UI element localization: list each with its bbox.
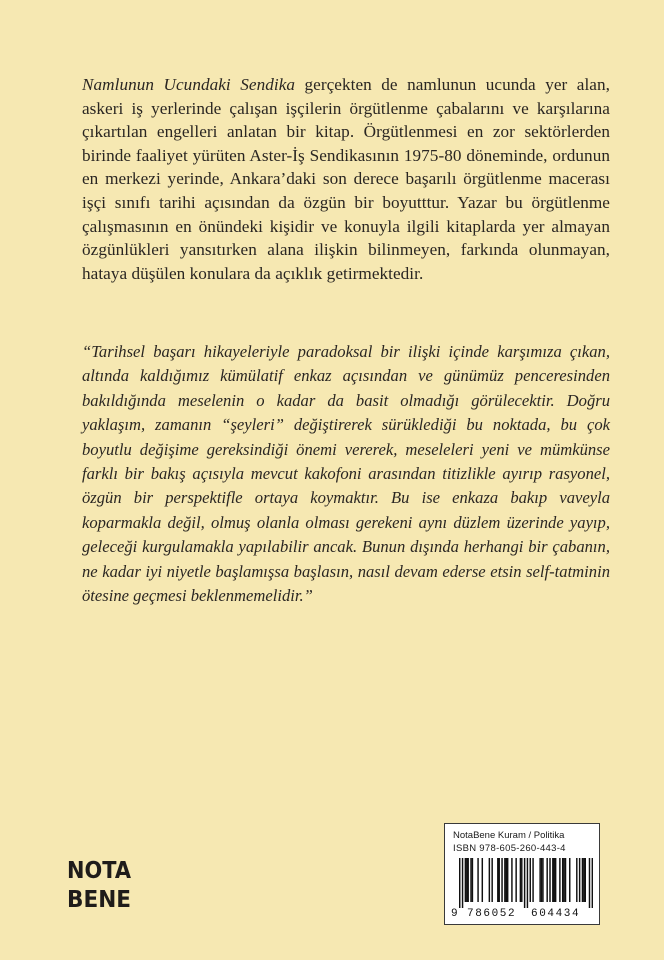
barcode-bar	[563, 858, 564, 902]
barcode-bar	[506, 858, 507, 902]
barcode-bar	[579, 858, 580, 902]
barcode-bar	[515, 858, 516, 902]
barcode-bar	[555, 858, 556, 902]
barcode-bar	[565, 858, 566, 902]
notabene-logo	[66, 853, 132, 911]
barcode-bar	[582, 858, 583, 902]
barcode-bar	[552, 858, 553, 902]
barcode-bar	[549, 858, 550, 902]
barcode-bar	[507, 858, 508, 902]
barcode-bar	[489, 858, 490, 902]
barcode-bar	[530, 858, 531, 902]
barcode-bar	[541, 858, 542, 902]
barcode-bar	[546, 858, 547, 902]
barcode-digit-group-right: 604434	[531, 908, 581, 920]
barcode-bar	[491, 858, 492, 902]
back-cover-quote: “Tarihsel başarı hikayeleriyle paradoksal bir ilişki içinde karşımıza çıkan, altında kaldığımız kümülatif enkaz açısından ve günümüz penceresinden bakıldığında meselenin o kadar da basit olmadığı görülecektir. Doğru yaklaşım, zamanın “şeyleri” değiştirerek sürüklediği bu noktada, bu çok boyutlu değişime gereksindiği önemi vererek, meseleleri yeni ve mümkünse farklı bir bakış açısıyla mevcut kakofoni arasından titizlikle ayırıp rasyonel, özgün bir perspektifle ortaya koymaktır. Bu ise enkaza bakıp vaveyla koparmakla değil, olmuş olanla olması gerekeni aynı düzlem üzerinde yayıp, geleceği kurgulamakla yapılabilir ancak. Bunun dışında herhangi bir çabanın, ne kadar iyi niyetle başlamışsa başlasın, nasıl devam ederse etsin self-tatminin ötesine geçmesi beklenmemelidir.”	[82, 342, 610, 606]
isbn-label: ISBN 978-605-260-443-4	[453, 843, 566, 854]
barcode-bar	[589, 858, 590, 908]
barcode-digit-group-left: 786052	[467, 908, 517, 920]
barcode-bar	[466, 858, 467, 902]
barcode-bar	[504, 858, 505, 902]
barcode-bar	[542, 858, 543, 902]
logo-line-nota: NOTA	[67, 858, 132, 884]
barcode-box	[444, 823, 600, 925]
barcode-bar	[465, 858, 466, 902]
blurb-text: gerçekten de namlunun ucunda yer alan, askeri iş yerlerinde çalışan işçilerin örgütlenme çabalarını ve karşılarına çıkartılan engelleri anlatan bir kitap. Örgütlenmesi en zor sektörlerden birinde faaliyet yürüten Aster-İş Sendikasının 1975-80 döneminde, ordunun en merkezi yerinde, Ankara’daki son derece başarılı örgütlenme macerası işçi sınıfı tarihi açısından da özgün bir boyutttur. Yazar bu örgütlenme çalışmasının en önündeki kişidir ve konuyla ilgili kitaplarda yer almayan özgünlükleri yansıtırken alana ilişkin bilinmeyen, farkında olunmayan, hataya düşülen konulara da açıklık getirmektedir.	[82, 75, 610, 283]
barcode-bar	[470, 858, 471, 902]
barcode-bar	[467, 858, 468, 902]
barcode-bar	[559, 858, 560, 902]
barcode-bar	[462, 858, 463, 908]
barcode-bar	[562, 858, 563, 902]
barcode-bar	[472, 858, 473, 902]
barcode-bar	[569, 858, 570, 902]
barcode-bar	[554, 858, 555, 902]
barcode-bar	[592, 858, 593, 908]
barcode-bar	[501, 858, 502, 902]
barcode-bar	[482, 858, 483, 902]
barcode-bar	[576, 858, 577, 902]
barcode-bars	[459, 858, 593, 908]
barcode-bar	[532, 858, 533, 902]
barcode-bar	[459, 858, 460, 908]
logo-line-bene: BENE	[67, 887, 131, 911]
barcode-bar	[521, 858, 522, 902]
series-label: NotaBene Kuram / Politika	[453, 830, 565, 841]
barcode-bar	[477, 858, 478, 902]
barcode-bar	[527, 858, 528, 908]
back-cover-blurb	[82, 73, 610, 285]
book-title-italic: Namlunun Ucundaki Sendika	[82, 75, 296, 94]
barcode-bar	[539, 858, 540, 902]
barcode-bar	[524, 858, 525, 908]
barcode-bar	[520, 858, 521, 902]
barcode-digit-first: 9	[451, 908, 458, 920]
barcode-bar	[497, 858, 498, 902]
barcode-bar	[583, 858, 584, 902]
barcode-bar	[498, 858, 499, 902]
barcode-bar	[585, 858, 586, 902]
barcode-bar	[511, 858, 512, 902]
